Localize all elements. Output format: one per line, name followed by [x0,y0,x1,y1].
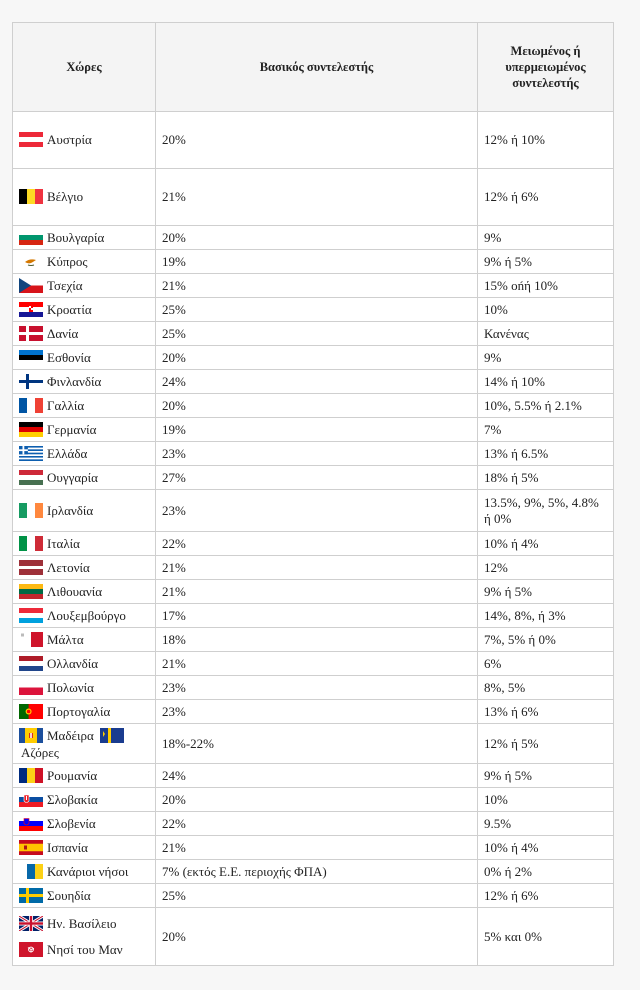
flag-azores-icon [100,728,124,743]
standard-rate-cell: 21% [156,652,478,676]
reduced-rate-cell: 14% ή 10% [478,370,614,394]
country-name: Ελλάδα [47,445,88,461]
country-cell [13,676,156,700]
flag-greece-icon [19,446,43,461]
table-row [13,908,614,966]
country-name: Γερμανία [47,421,97,437]
flag-latvia-icon [19,560,43,575]
country-cell [13,836,156,860]
reduced-rate-cell: 10% ή 4% [478,532,614,556]
reduced-rate-cell: Κανένας [478,322,614,346]
country-name: Κύπρος [47,253,88,269]
flag-italy-icon [19,536,43,551]
flag-malta-icon [19,632,43,647]
country-cell [13,418,156,442]
country-name: Ολλανδία [47,655,99,671]
flag-slovenia-icon [19,816,43,831]
table-row [13,169,614,226]
table-row [13,724,614,764]
flag-isle-of-man-icon [19,942,43,957]
standard-rate-cell: 23% [156,442,478,466]
header-reduced-rate: Μειωμένος ή υπερμειωμένος συντελεστής [478,23,614,112]
standard-rate-cell: 21% [156,274,478,298]
country-cell [13,112,156,169]
standard-rate-cell: 25% [156,322,478,346]
table-row [13,466,614,490]
table-row [13,322,614,346]
standard-rate-cell: 27% [156,466,478,490]
country-name: Τσεχία [47,277,83,293]
country-name: Λετονία [47,559,90,575]
standard-rate-cell: 23% [156,676,478,700]
country-name: Πολωνία [47,679,94,695]
standard-rate-cell: 20% [156,346,478,370]
country-cell [13,346,156,370]
country-cell [13,226,156,250]
reduced-rate-cell: 7% [478,418,614,442]
country-name-secondary: Αζόρες [21,744,59,760]
country-cell [13,812,156,836]
flag-portugal-icon [19,704,43,719]
header-country: Χώρες [13,23,156,112]
table-row [13,298,614,322]
table-row [13,112,614,169]
country-cell [13,788,156,812]
standard-rate-cell: 17% [156,604,478,628]
country-name: Ουγγαρία [47,469,98,485]
country-name: Μαδέιρα [47,727,94,743]
reduced-rate-cell: 13% ή 6.5% [478,442,614,466]
standard-rate-cell: 24% [156,764,478,788]
table-row [13,556,614,580]
country-cell [13,700,156,724]
reduced-rate-cell: 13% ή 6% [478,700,614,724]
country-name: Μάλτα [47,631,84,647]
flag-france-icon [19,398,43,413]
standard-rate-cell: 23% [156,490,478,532]
country-cell [13,298,156,322]
standard-rate-cell: 25% [156,884,478,908]
table-row [13,700,614,724]
table-row [13,532,614,556]
flag-ireland-icon [19,503,43,518]
country-name: Πορτογαλία [47,703,111,719]
reduced-rate-cell: 10% ή 4% [478,836,614,860]
table-row [13,628,614,652]
reduced-rate-cell: 14%, 8%, ή 3% [478,604,614,628]
flag-united-kingdom-icon [19,916,43,931]
reduced-rate-cell: 10% [478,788,614,812]
reduced-rate-cell: 9% [478,346,614,370]
reduced-rate-cell: 9% [478,226,614,250]
flag-poland-icon [19,680,43,695]
country-cell [13,466,156,490]
country-cell [13,322,156,346]
country-cell [13,580,156,604]
country-name: Γαλλία [47,397,85,413]
flag-croatia-icon [19,302,43,317]
table-row [13,418,614,442]
standard-rate-cell: 18%-22% [156,724,478,764]
flag-belgium-icon [19,189,43,204]
country-name: Εσθονία [47,349,91,365]
table-row [13,676,614,700]
country-name: Σλοβενία [47,815,96,831]
flag-spain-icon [19,840,43,855]
flag-romania-icon [19,768,43,783]
standard-rate-cell: 20% [156,112,478,169]
flag-finland-icon [19,374,43,389]
flag-madeira-icon [19,728,43,743]
standard-rate-cell: 22% [156,812,478,836]
standard-rate-cell: 20% [156,788,478,812]
reduced-rate-cell: 6% [478,652,614,676]
reduced-rate-cell: 12% ή 6% [478,169,614,226]
country-cell [13,490,156,532]
reduced-rate-cell: 9.5% [478,812,614,836]
flag-lithuania-icon [19,584,43,599]
table-row [13,604,614,628]
country-cell [13,169,156,226]
standard-rate-cell: 20% [156,394,478,418]
country-cell [13,884,156,908]
standard-rate-cell: 24% [156,370,478,394]
reduced-rate-cell: 5% και 0% [478,908,614,966]
country-cell [13,908,156,966]
table-row [13,274,614,298]
vat-rates-table [12,22,614,966]
standard-rate-cell: 18% [156,628,478,652]
flag-slovakia-icon [19,792,43,807]
standard-rate-cell: 21% [156,836,478,860]
flag-netherlands-icon [19,656,43,671]
flag-estonia-icon [19,350,43,365]
reduced-rate-cell: 13.5%, 9%, 5%, 4.8% ή 0% [478,490,614,532]
table-row [13,652,614,676]
table-row [13,860,614,884]
country-cell [13,394,156,418]
country-cell [13,532,156,556]
country-cell [13,860,156,884]
country-name: Δανία [47,325,79,341]
flag-czechia-icon [19,278,43,293]
standard-rate-cell: 21% [156,580,478,604]
country-name: Κροατία [47,301,92,317]
reduced-rate-cell: 10%, 5.5% ή 2.1% [478,394,614,418]
table-row [13,370,614,394]
standard-rate-cell: 20% [156,908,478,966]
flag-denmark-icon [19,326,43,341]
country-name: Κανάριοι νήσοι [47,863,129,879]
country-cell [13,250,156,274]
country-name: Ην. Βασίλειο [47,915,117,931]
flag-bulgaria-icon [19,230,43,245]
country-cell [13,764,156,788]
standard-rate-cell: 25% [156,298,478,322]
country-name: Αυστρία [47,132,92,147]
country-cell [13,652,156,676]
country-name: Ισπανία [47,839,88,855]
country-cell [13,370,156,394]
country-name: Λουξεμβούργο [47,607,126,623]
reduced-rate-cell: 12% ή 10% [478,112,614,169]
table-row [13,812,614,836]
country-name: Σλοβακία [47,791,98,807]
table-row [13,394,614,418]
flag-canary-islands-icon [19,864,43,879]
country-name: Σουηδία [47,887,91,903]
reduced-rate-cell: 7%, 5% ή 0% [478,628,614,652]
table-row [13,764,614,788]
standard-rate-cell: 19% [156,418,478,442]
standard-rate-cell: 7% (εκτός Ε.Ε. περιοχής ΦΠΑ) [156,860,478,884]
country-cell [13,556,156,580]
flag-cyprus-icon [19,254,43,269]
table-row [13,836,614,860]
reduced-rate-cell: 9% ή 5% [478,764,614,788]
country-name: Φινλανδία [47,373,102,389]
flag-hungary-icon [19,470,43,485]
standard-rate-cell: 23% [156,700,478,724]
country-name: Ιρλανδία [47,502,94,518]
reduced-rate-cell: 0% ή 2% [478,860,614,884]
reduced-rate-cell: 12% ή 5% [478,724,614,764]
country-name: Βουλγαρία [47,229,105,245]
table-row [13,442,614,466]
country-name: Βέλγιο [47,189,84,204]
table-row [13,788,614,812]
country-name: Ιταλία [47,535,80,551]
country-name: Λιθουανία [47,583,103,599]
table-row [13,346,614,370]
standard-rate-cell: 21% [156,169,478,226]
country-cell [13,274,156,298]
country-cell [13,442,156,466]
reduced-rate-cell: 9% ή 5% [478,250,614,274]
reduced-rate-cell: 18% ή 5% [478,466,614,490]
country-cell [13,604,156,628]
country-cell [13,724,156,764]
standard-rate-cell: 22% [156,532,478,556]
standard-rate-cell: 19% [156,250,478,274]
flag-sweden-icon [19,888,43,903]
reduced-rate-cell: 12% [478,556,614,580]
table-row [13,250,614,274]
flag-luxembourg-icon [19,608,43,623]
table-row [13,884,614,908]
reduced-rate-cell: 15% ońή 10% [478,274,614,298]
flag-austria-icon [19,132,43,147]
table-row [13,490,614,532]
country-name-secondary: Νησί του Μαν [47,941,123,957]
table-header-row [13,23,614,112]
standard-rate-cell: 21% [156,556,478,580]
reduced-rate-cell: 10% [478,298,614,322]
table-row [13,226,614,250]
reduced-rate-cell: 8%, 5% [478,676,614,700]
standard-rate-cell: 20% [156,226,478,250]
country-cell [13,628,156,652]
reduced-rate-cell: 9% ή 5% [478,580,614,604]
table-row [13,580,614,604]
reduced-rate-cell: 12% ή 6% [478,884,614,908]
flag-germany-icon [19,422,43,437]
country-name: Ρουμανία [47,767,98,783]
header-standard-rate: Βασικός συντελεστής [156,23,478,112]
